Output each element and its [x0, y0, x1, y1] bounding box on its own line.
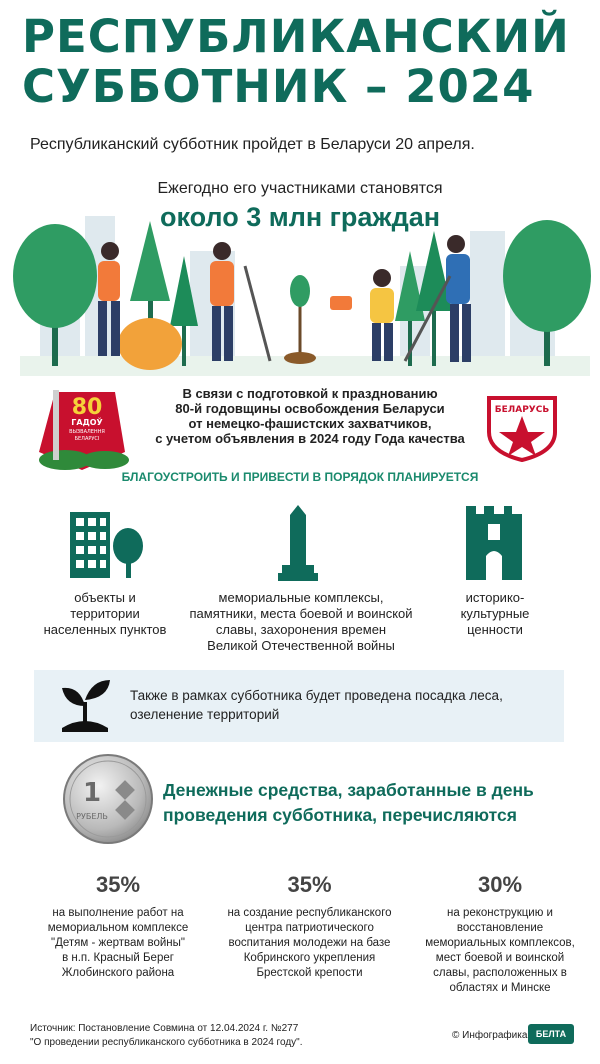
intro-line: 80-й годовщины освобождения Беларуси [175, 401, 445, 416]
building-tree-icon [68, 508, 146, 578]
quality-mark-label: БЕЛАРУСЬ [494, 405, 550, 415]
obelisk-icon [278, 503, 318, 581]
money-line: проведения субботника, перечисляются [163, 805, 517, 825]
emblem-line-1: ГАДОЎ [71, 418, 103, 427]
castle-tower-icon [466, 506, 522, 580]
category-line: Великой Отечественной войны [207, 638, 395, 653]
category-memorials [176, 590, 426, 654]
category-line: населенных пунктов [43, 622, 167, 637]
page-title [22, 12, 570, 112]
allocation-description: на реконструкцию и восстановление мемориальных комплексов, мест боевой и воинской славы, расположенных в областях и Минске [425, 907, 575, 994]
plan-heading: БЛАГОУСТРОИТЬ И ПРИВЕСТИ В ПОРЯДОК ПЛАНИРУЕТСЯ [121, 470, 479, 484]
quality-mark-icon [483, 392, 561, 464]
allocation-description: на выполнение работ на мемориальном комплексе "Детям - жертвам войны" в н.п. Красный Берег Жлобинского района [47, 907, 189, 979]
money-line: Денежные средства, заработанные в день [163, 780, 534, 800]
intro-line: В связи с подготовкой к празднованию [182, 386, 438, 401]
source-line: Источник: Постановление Совмина от 12.04.2024 г. №277 [30, 1023, 299, 1034]
category-heritage [430, 590, 560, 638]
allocation-3 [420, 872, 580, 996]
category-line: мемориальные комплексы, [218, 590, 384, 605]
intro-line: с учетом объявления в 2024 году Года качества [155, 431, 465, 446]
coin-number: 1 [82, 778, 102, 808]
reforestation-note [130, 686, 550, 724]
allocation-description: на создание республиканского центра патриотического воспитания молодежи на базе Кобринского укрепления Брестской крепости [227, 907, 392, 979]
allocation-2 [222, 872, 397, 981]
note-line: Также в рамках субботника будет проведена посадка леса, [130, 688, 503, 703]
intro-line: от немецко-фашистских захватчиков, [188, 416, 432, 431]
tree-left [13, 224, 97, 366]
allocation-1 [38, 872, 198, 981]
coin-word: РУБЕЛЬ [76, 812, 108, 821]
source-note [30, 1022, 302, 1050]
emblem-number: 80 [71, 395, 103, 420]
source-line: "О проведении республиканского субботника в 2024 году". [30, 1037, 303, 1048]
category-line: объекты и [74, 590, 136, 605]
annual-participants-text: Ежегодно его участниками становятся [157, 180, 443, 197]
category-line: памятники, места боевой и воинской [189, 606, 413, 621]
emblem-line-2: ВЫЗВАЛЕННЯ [69, 429, 105, 435]
category-settlements [30, 590, 180, 638]
person-watering [330, 269, 394, 361]
category-line: территории [70, 606, 140, 621]
category-line: славы, захоронения времен [215, 622, 387, 637]
title-line-2: СУББОТНИК – 2024 [22, 60, 535, 113]
money-heading [163, 778, 583, 828]
allocation-percent: 35% [95, 872, 141, 897]
victory-80-emblem-icon [35, 382, 130, 474]
title-line-1: РЕСПУБЛИКАНСКИЙ [22, 10, 570, 63]
allocation-percent: 35% [287, 872, 332, 897]
allocation-percent: 30% [477, 872, 523, 897]
subtitle: Республиканский субботник пройдет в Беларуси 20 апреля. [30, 136, 475, 153]
participants-count: около 3 млн граждан [159, 202, 441, 232]
belta-logo: БЕЛТА [528, 1024, 574, 1044]
emblem-line-3: БЕЛАРУСІ [74, 436, 100, 442]
note-line: озеленение территорий [130, 707, 280, 722]
intro-text [150, 386, 470, 446]
sprout-icon [58, 676, 112, 734]
ruble-coin-icon [62, 753, 154, 845]
category-line: ценности [467, 622, 523, 637]
infographic-credit: © Инфографика [452, 1030, 528, 1041]
category-line: историко- [465, 590, 525, 605]
category-line: культурные [460, 606, 530, 621]
